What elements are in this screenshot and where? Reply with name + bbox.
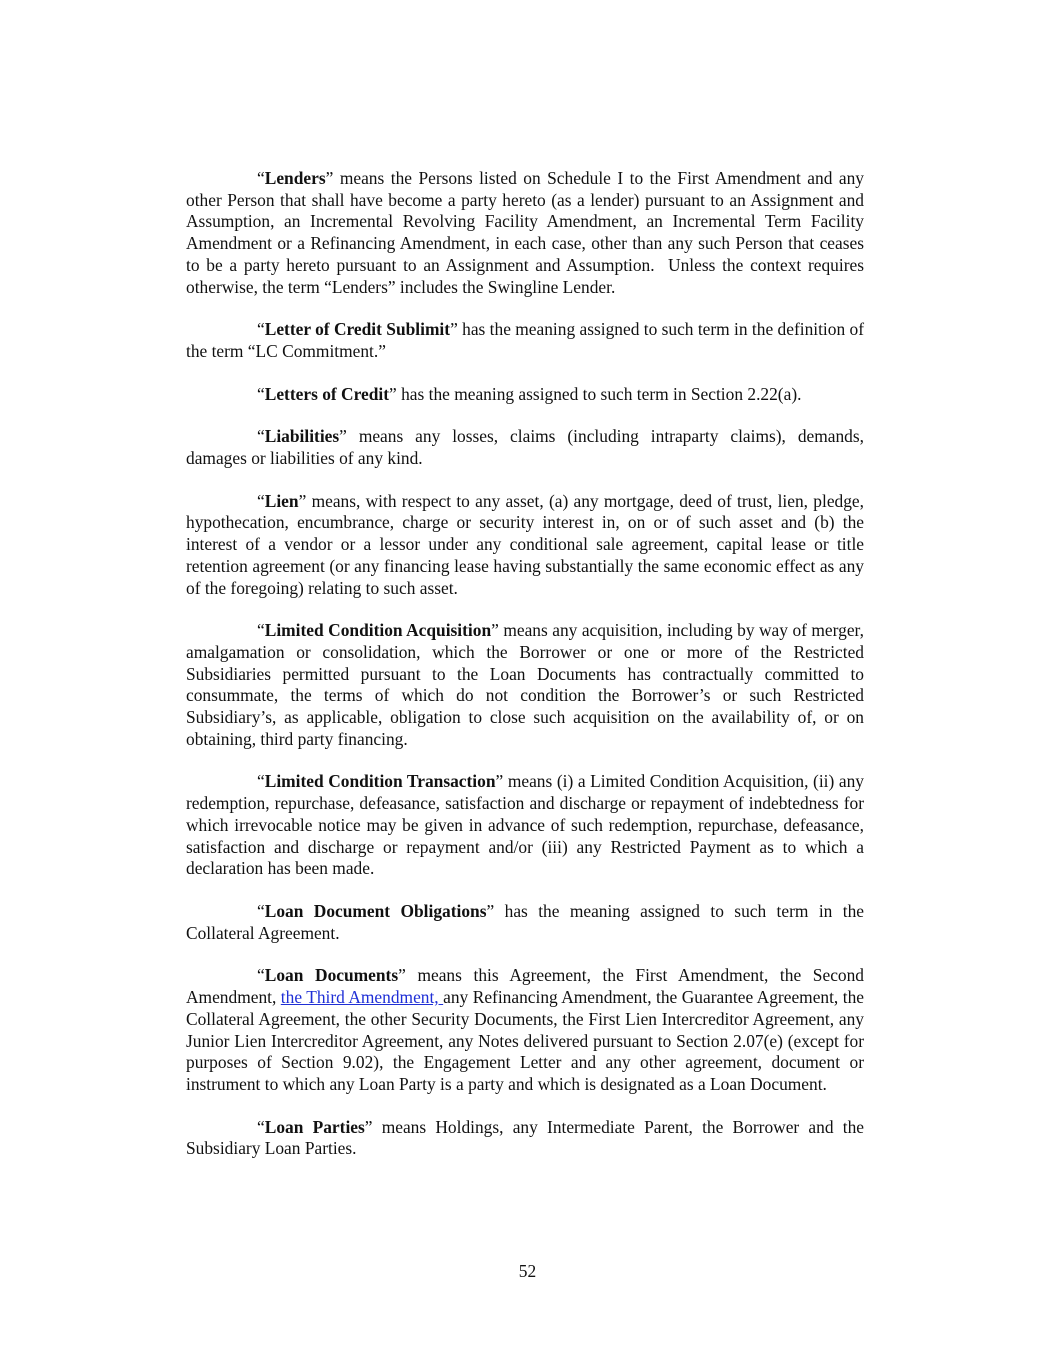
- definition-text: has the meaning assigned to such term in the Collateral Agreement.: [186, 900, 864, 943]
- definition-text: means this Agreement, the First Amendment, the Second Amendment,: [186, 965, 864, 1008]
- definition-text: means the Persons listed on Schedule I to the First Amendment and any other Person that shall have become a party hereto (as a lender) pursuant to an Assignment and Assumption, an Incremental Revolving Facility Amendment, an Incremental Term Facility Amendment or a Refinancing Amendment, in each case, other than any such Person that ceases to be a party hereto pursuant to an Assignment and Assumption. Unless the context requires otherwise, the term “Lenders” includes the Swingline Lender.: [186, 168, 864, 297]
- document-body: [186, 168, 864, 1181]
- defined-term: Lenders: [264, 168, 326, 188]
- definition-loan-documents: “Loan Documents” means this Agreement, the First Amendment, the Second Amendment, the Third Amendment, any Refinancing Amendment, the Guarantee Agreement, the Collateral Agreement, the other Security Documents, the First Lien Intercreditor Agreement, any Junior Lien Intercreditor Agreement, any Notes delivered pursuant to Section 2.07(e) (except for purposes of Section 9.02), the Engagement Letter and any other agreement, document or instrument to which any Loan Party is a party and which is designated as a Loan Document.: [186, 965, 864, 1094]
- definition-letter-of-credit-sublimit: “Letter of Credit Sublimit” has the meaning assigned to such term in the definition of the term “LC Commitment.”: [186, 319, 864, 361]
- definition-text: means any acquisition, including by way of merger, amalgamation or consolidation, which the Borrower or one or more of the Restricted Subsidiaries permitted pursuant to the Loan Documents has contractually committed to consummate, the terms of which do not condition the Borrower’s or such Restricted Subsidiary’s, as applicable, obligation to close such acquisition on the availability of, or on obtaining, third party financing.: [186, 620, 864, 749]
- definition-loan-document-obligations: “Loan Document Obligations” has the meaning assigned to such term in the Collateral Agreement.: [186, 900, 864, 943]
- definition-text: means, with respect to any asset, (a) any mortgage, deed of trust, lien, pledge, hypothecation, encumbrance, charge or security interest in, on or of such asset and (b) the interest of a vendor or a lessor under any conditional sale agreement, capital lease or title retention agreement (or any financing lease having substantially the same economic effect as any of the foregoing) relating to such asset.: [186, 490, 864, 598]
- defined-term: Letter of Credit Sublimit: [264, 319, 451, 340]
- definition-text: means (i) a Limited Condition Acquisition, (ii) any redemption, repurchase, defeasance, satisfaction and discharge or repayment of indebtedness for which irrevocable notice may be given in advance of such redemption, repurchase, defeasance, satisfaction and discharge or repayment and/or (iii) any Restricted Payment as to which a declaration has been made.: [186, 771, 864, 879]
- definition-text: has the meaning assigned to such term in the definition of the term “LC Commitment.”: [186, 319, 864, 361]
- definition-limited-condition-acquisition: “Limited Condition Acquisition” means any acquisition, including by way of merger, amalgamation or consolidation, which the Borrower or one or more of the Restricted Subsidiaries permitted pursuant to the Loan Documents has contractually committed to consummate, the terms of which do not condition the Borrower’s or such Restricted Subsidiary’s, as applicable, obligation to close such acquisition on the availability of, or on obtaining, third party financing.: [186, 620, 864, 749]
- defined-term: Liabilities: [264, 426, 340, 447]
- defined-term: Lien: [264, 490, 299, 511]
- defined-term: Loan Documents: [264, 965, 399, 986]
- page-number: 52: [518, 1261, 537, 1281]
- definition-lenders: “Lenders” means the Persons listed on Schedule I to the First Amendment and any other Person that shall have become a party hereto (as a lender) pursuant to an Assignment and Assumption, an Incremental Revolving Facility Amendment, an Incremental Term Facility Amendment or a Refinancing Amendment, in each case, other than any such Person that ceases to be a party hereto pursuant to an Assignment and Assumption. Unless the context requires otherwise, the term “Lenders” includes the Swingline Lender.: [186, 168, 864, 297]
- defined-term: Letters of Credit: [264, 383, 389, 404]
- definition-letters-of-credit: “Letters of Credit” has the meaning assigned to such term in Section 2.22(a).: [257, 383, 802, 404]
- definition-text: means Holdings, any Intermediate Parent, the Borrower and the Subsidiary Loan Parties.: [186, 1116, 864, 1159]
- definition-liabilities: “Liabilities” means any losses, claims (including intraparty claims), demands, damages or liabilities of any kind.: [186, 426, 864, 469]
- defined-term: Limited Condition Acquisition: [264, 620, 492, 641]
- definition-limited-condition-transaction: “Limited Condition Transaction” means (i) a Limited Condition Acquisition, (ii) any redemption, repurchase, defeasance, satisfaction and discharge or repayment of indebtedness for which irrevocable notice may be given in advance of such redemption, repurchase, defeasance, satisfaction and discharge or repayment and/or (iii) any Restricted Payment as to which a declaration has been made.: [186, 771, 864, 879]
- defined-term: Limited Condition Transaction: [264, 771, 496, 792]
- defined-term: Loan Parties: [264, 1116, 365, 1137]
- definition-text: means any losses, claims (including intraparty claims), demands, damages or liabilities of any kind.: [186, 426, 864, 469]
- definition-lien: “Lien” means, with respect to any asset, (a) any mortgage, deed of trust, lien, pledge, hypothecation, encumbrance, charge or security interest in, on or of such asset and (b) the interest of a vendor or a lessor under any conditional sale agreement, capital lease or title retention agreement (or any financing lease having substantially the same economic effect as any of the foregoing) relating to such asset.: [186, 490, 864, 598]
- definition-loan-parties: “Loan Parties” means Holdings, any Intermediate Parent, the Borrower and the Subsidiary Loan Parties.: [186, 1116, 864, 1159]
- definition-text-continued: any Refinancing Amendment, the Guarantee Agreement, the Collateral Agreement, the other Security Documents, the First Lien Intercreditor Agreement, any Junior Lien Intercreditor Agreement, any Notes delivered pursuant to Section 2.07(e) (except for purposes of Section 9.02), the Engagement Letter and any other agreement, document or instrument to which any Loan Party is a party and which is designated as a Loan Document.: [186, 987, 864, 1094]
- defined-term: Loan Document Obligations: [264, 900, 487, 921]
- inserted-amendment-text: the Third Amendment,: [280, 987, 444, 1008]
- definition-text: has the meaning assigned to such term in Section 2.22(a).: [396, 383, 802, 404]
